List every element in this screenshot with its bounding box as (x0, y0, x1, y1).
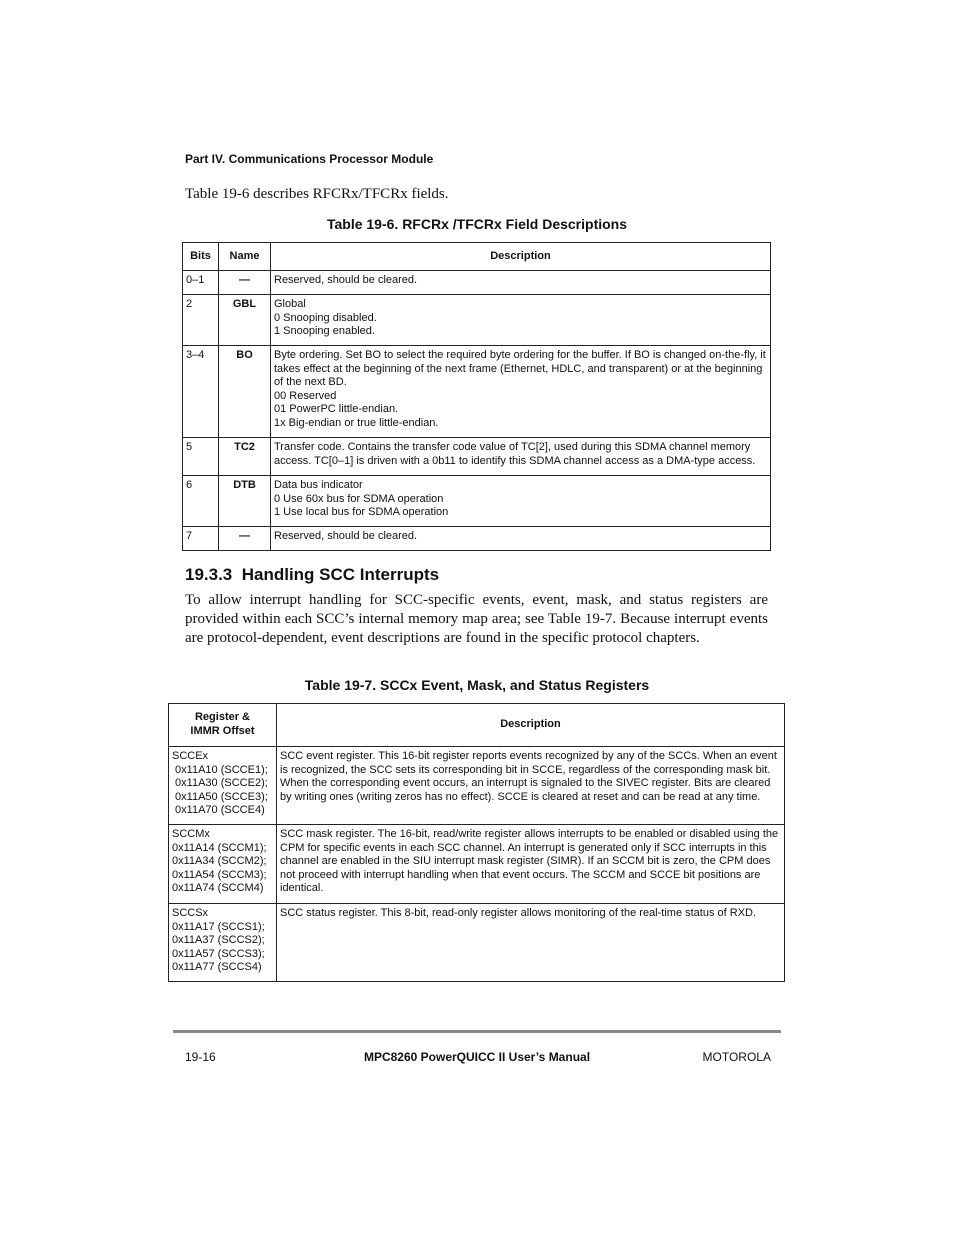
table-row (169, 747, 785, 825)
footer-company: MOTOROLA (702, 1050, 771, 1064)
cell-name: DTB (219, 476, 271, 527)
header-description: Description (271, 243, 771, 271)
cell-description: Global 0 Snooping disabled. 1 Snooping enabled. (271, 295, 771, 346)
cell-name: TC2 (219, 438, 271, 476)
footer-page-number: 19-16 (185, 1050, 216, 1064)
cell-register: SCCMx 0x11A14 (SCCM1); 0x11A34 (SCCM2); 0x11A54 (SCCM3); 0x11A74 (SCCM4) (169, 825, 277, 904)
cell-bits: 2 (183, 295, 219, 346)
cell-description: Byte ordering. Set BO to select the required byte ordering for the buffer. If BO is changed on-the-fly, it takes effect at the beginning of the next frame (Ethernet, HDLC, and transparent) or at the beginning of the next BD. 00 Reserved 01 PowerPC little-endian. 1x Big-endian or true little-endian. (271, 346, 771, 438)
table-19-7-caption: Table 19-7. SCCx Event, Mask, and Status Registers (304, 677, 650, 693)
table-row (183, 346, 771, 438)
section-title: Handling SCC Interrupts (241, 565, 440, 584)
cell-description: Data bus indicator 0 Use 60x bus for SDMA operation 1 Use local bus for SDMA operation (271, 476, 771, 527)
footer-manual-title: MPC8260 PowerQUICC II User’s Manual (363, 1050, 591, 1064)
table-row (183, 527, 771, 551)
cell-description: Reserved, should be cleared. (271, 527, 771, 551)
cell-description: SCC status register. This 8-bit, read-only register allows monitoring of the real-time status of RXD. (277, 904, 785, 982)
section-heading (185, 565, 439, 585)
cell-register: SCCSx 0x11A17 (SCCS1); 0x11A37 (SCCS2); 0x11A57 (SCCS3); 0x11A77 (SCCS4) (169, 904, 277, 982)
table-19-7 (168, 703, 785, 982)
header-bits: Bits (183, 243, 219, 271)
cell-description: SCC event register. This 16-bit register reports events recognized by any of the SCCs. When an event is recognized, the SCC sets its corresponding bit in SCCE, regardless of the corresponding mask bit. When the corresponding event occurs, an interrupt is signaled to the SIVEC register. Bits are cleared by writing ones (writing zeros has no effect). SCCE is cleared at reset and can be read at any time. (277, 747, 785, 825)
header-register: Register & IMMR Offset (169, 704, 277, 747)
cell-bits: 5 (183, 438, 219, 476)
table-row (183, 476, 771, 527)
table-19-6-caption: Table 19-6. RFCRx /TFCRx Field Descriptions (326, 216, 628, 232)
header-name: Name (219, 243, 271, 271)
table-row (183, 295, 771, 346)
table-row (169, 825, 785, 904)
cell-bits: 3–4 (183, 346, 219, 438)
cell-register: SCCEx 0x11A10 (SCCE1); 0x11A30 (SCCE2); 0x11A50 (SCCE3); 0x11A70 (SCCE4) (169, 747, 277, 825)
table-header-row (169, 704, 785, 747)
cell-description: SCC mask register. The 16-bit, read/write register allows interrupts to be enabled or disabled using the CPM for specific events in each SCC channel. An interrupt is generated only if SCC interrupts in this channel are enabled in the SIU interrupt mask register (SIMR). If an SCCM bit is zero, the CPM does not proceed with interrupt handling when that event occurs. The SCCM and SCCE bit positions are identical. (277, 825, 785, 904)
table-19-6 (182, 242, 771, 551)
header-description: Description (277, 704, 785, 747)
cell-name: BO (219, 346, 271, 438)
cell-bits: 6 (183, 476, 219, 527)
cell-description: Transfer code. Contains the transfer code value of TC[2], used during this SDMA channel memory access. TC[0–1] is driven with a 0b11 to identify this SDMA channel access as a DMA-type access. (271, 438, 771, 476)
table-row (169, 904, 785, 982)
table-row (183, 271, 771, 295)
cell-name: GBL (219, 295, 271, 346)
cell-bits: 7 (183, 527, 219, 551)
intro-text: Table 19-6 describes RFCRx/TFCRx fields. (185, 186, 449, 202)
cell-bits: 0–1 (183, 271, 219, 295)
cell-name: — (219, 527, 271, 551)
table-row (183, 438, 771, 476)
cell-description: Reserved, should be cleared. (271, 271, 771, 295)
table-header-row (183, 243, 771, 271)
footer-rule (173, 1030, 781, 1033)
cell-name: — (219, 271, 271, 295)
running-head: Part IV. Communications Processor Module (185, 152, 434, 166)
section-number: 19.3.3 (185, 565, 233, 584)
section-paragraph: To allow interrupt handling for SCC-specific events, event, mask, and status registers are provided within each SCC’s internal memory map area; see Table 19-7. Because interrupt events are protocol-dependent, event descriptions are found in the specific protocol chapters. (185, 592, 768, 646)
